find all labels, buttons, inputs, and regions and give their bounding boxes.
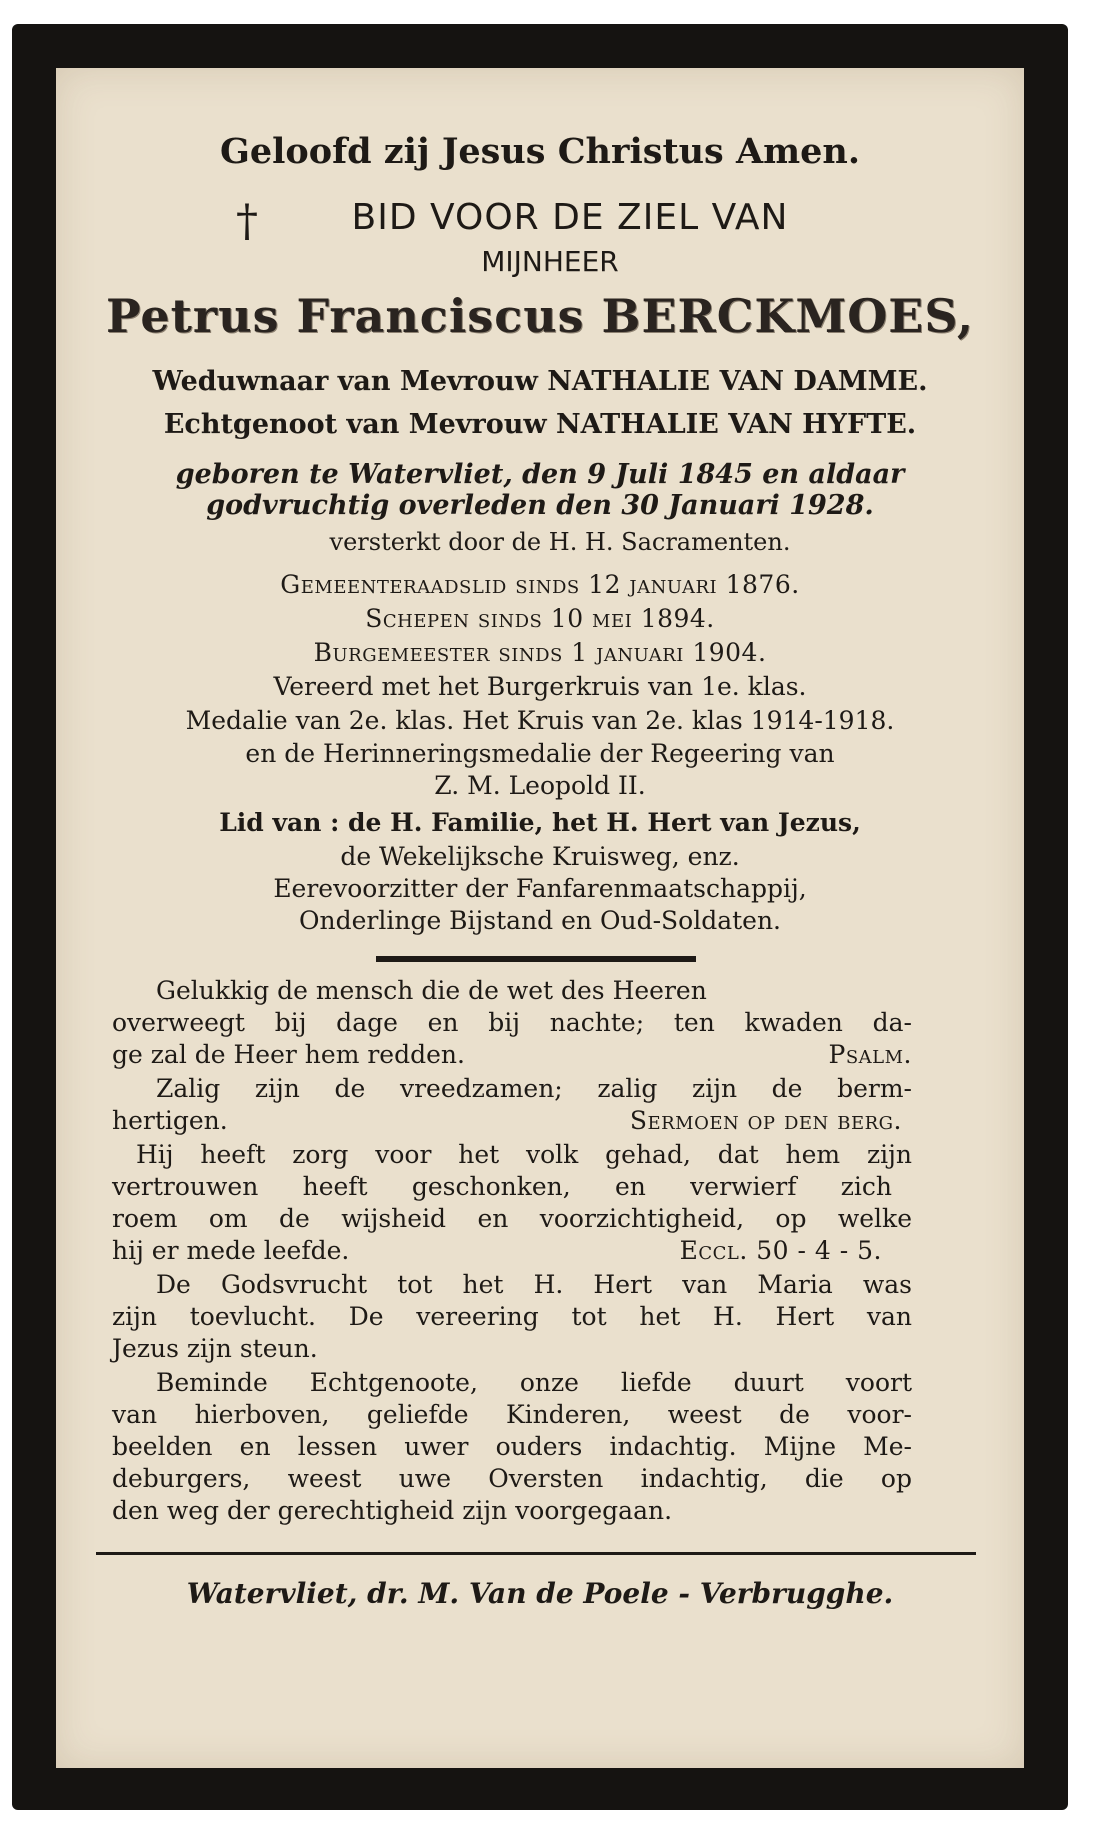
verse-source: Psalm. (828, 1040, 912, 1069)
honour-line: Medalie van 2e. klas. Het Kruis van 2e. klas 1914-1918. (185, 706, 895, 735)
printer-line: Watervliet, dr. M. Van de Poele - Verbrugghe. (186, 1577, 894, 1610)
verse-text: hertigen. (112, 1106, 228, 1135)
verse-line: Jezus zijn steun. (112, 1334, 318, 1363)
verse-line: De Godsvrucht tot het H. Hert van Maria was (156, 1270, 912, 1299)
verse-line: van hierboven, geliefde Kinderen, weest de voor- (112, 1400, 912, 1429)
card-paper (56, 68, 1024, 1768)
verse-line: overweegt bij dage en bij nachte; ten kwaden da- (112, 1008, 912, 1037)
verse-source: Eccl. 50 - 4 - 5. (679, 1236, 882, 1265)
deceased-name: Petrus Franciscus BERCKMOES, (106, 289, 974, 343)
verse-line: den weg der gerechtigheid zijn voorgegaan. (112, 1496, 673, 1525)
membership-line: Onderlinge Bijstand en Oud-Soldaten. (299, 906, 781, 935)
verse-line: Hij heeft zorg voor het volk gehad, dat hem zijn (136, 1140, 912, 1169)
spouse-line: Echtgenoot van Mevrouw NATHALIE VAN HYFTE. (163, 409, 917, 440)
career-line: Gemeenteraadslid sinds 12 januari 1876. (280, 570, 800, 599)
verse-line: Zalig zijn de vreedzamen; zalig zijn de berm- (156, 1074, 912, 1103)
born-line: geboren te Watervliet, den 9 Juli 1845 en aldaar (175, 459, 905, 490)
honour-line: Z. M. Leopold II. (434, 771, 646, 800)
memorial-card (12, 24, 1068, 1810)
widower-line: Weduwnaar van Mevrouw NATHALIE VAN DAMME. (152, 366, 928, 397)
verse-source: Sermoen op den berg. (629, 1106, 902, 1135)
died-line: godvruchtig overleden den 30 Januari 1928. (206, 490, 874, 521)
verse-line: roem om de wijsheid en voorzichtigheid, op welke (112, 1204, 912, 1233)
cross-icon: † (236, 196, 258, 247)
membership-line: de Wekelijksche Kruisweg, enz. (340, 842, 740, 871)
verse-line (112, 1108, 902, 1133)
verse-text: ge zal de Heer hem redden. (112, 1040, 465, 1069)
membership-line: Lid van : de H. Familie, het H. Hert van Jezus, (219, 808, 861, 837)
verse-line: Gelukkig de mensch die de wet des Heeren (156, 976, 707, 1005)
verse-line: deburgers, weest uwe Oversten indachtig, die op (112, 1464, 912, 1493)
title-line: MIJNHEER (481, 245, 619, 278)
honour-line: en de Herinneringsmedalie der Regeering van (245, 739, 835, 768)
pray-for-line: BID VOOR DE ZIEL VAN (351, 197, 789, 238)
honour-line: Vereerd met het Burgerkruis van 1e. klas. (273, 672, 807, 701)
membership-line: Eerevoorzitter der Fanfarenmaatschappij, (273, 874, 807, 903)
career-line: Schepen sinds 10 mei 1894. (365, 604, 715, 633)
verse-line (112, 1238, 882, 1263)
verse-line: beelden en lessen uwer ouders indachtig. Mijne Me- (112, 1432, 912, 1461)
praise-line: Geloofd zij Jesus Christus Amen. (219, 131, 861, 172)
verse-line: vertrouwen heeft geschonken, en verwierf zich (112, 1172, 892, 1201)
divider-rule (376, 956, 696, 962)
footer-rule (96, 1552, 976, 1555)
career-line: Burgemeester sinds 1 januari 1904. (313, 638, 767, 667)
verse-line: zijn toevlucht. De vereering tot het H. Hert van (112, 1302, 912, 1331)
verse-line: Beminde Echtgenoote, onze liefde duurt voort (156, 1368, 912, 1397)
verse-line (112, 1042, 912, 1067)
sacraments-line: versterkt door de H. H. Sacramenten. (329, 528, 791, 556)
verse-text: hij er mede leefde. (112, 1236, 350, 1265)
